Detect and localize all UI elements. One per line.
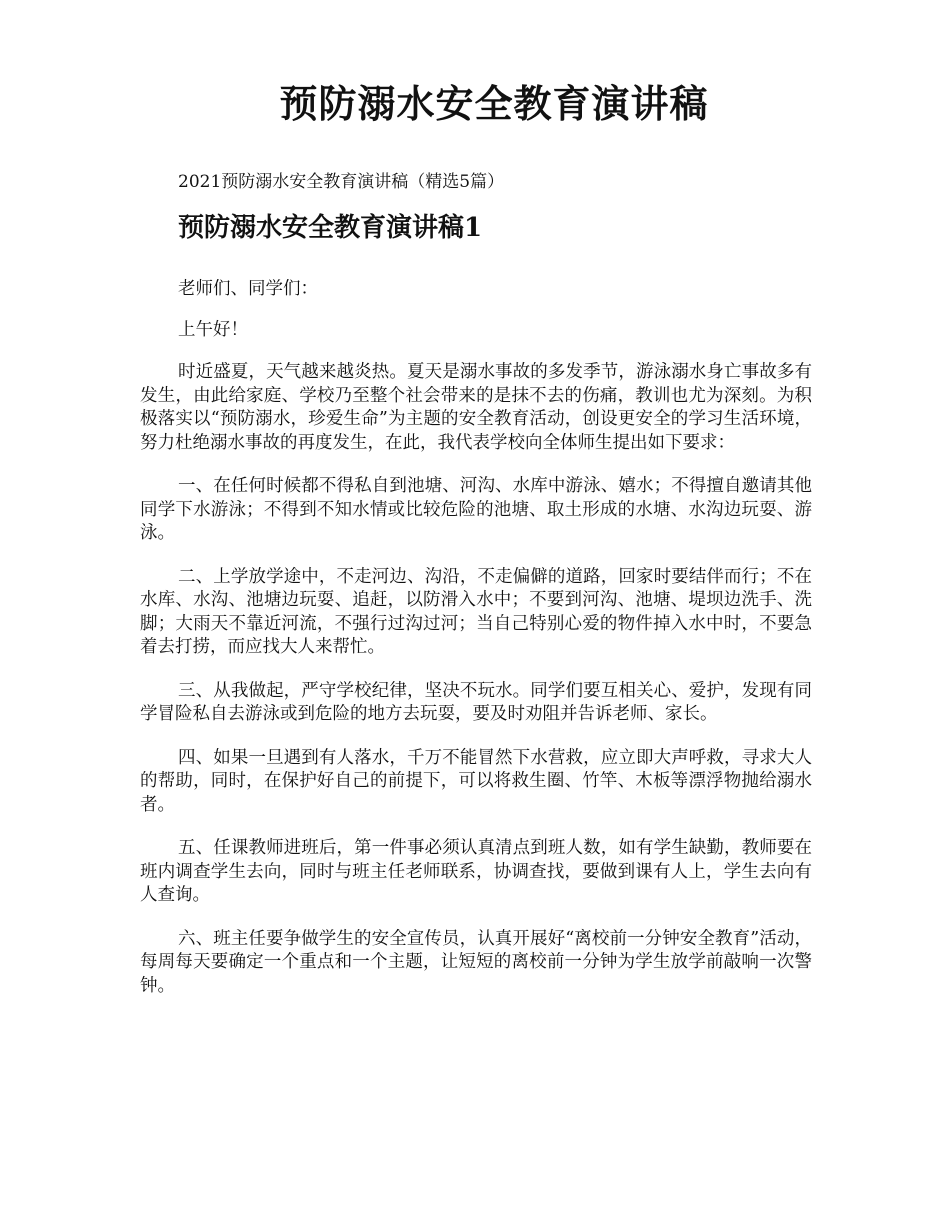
paragraph-intro: 时近盛夏，天气越来越炎热。夏天是溺水事故的多发季节，游泳溺水身亡事故多有发生，由此给家庭、学校乃至整个社会带来的是抹不去的伤痛，教训也尤为深刻。为积极落实以“预防溺水，珍爱生命”为主题的安全教育活动，创设更安全的学习生活环境，努力杜绝溺水事故的再度发生，在此，我代表学校向全体师生提出如下要求： [140, 362, 812, 453]
paragraph-rule-1: 一、在任何时候都不得私自到池塘、河沟、水库中游泳、嬉水；不得擅自邀请其他同学下水游泳；不得到不知水情或比较危险的池塘、取土形成的水塘、水沟边玩耍、游泳。 [140, 476, 812, 543]
document-body [140, 278, 812, 1018]
paragraph-rule-5: 五、任课教师进班后，第一件事必须认真清点到班人数，如有学生缺勤，教师要在班内调查学生去向，同时与班主任老师联系，协调查找，要做到课有人上，学生去向有人查询。 [140, 838, 812, 905]
document-subtitle: 2021预防溺水安全教育演讲稿（精选5篇） [178, 172, 505, 192]
paragraph-greeting: 上午好！ [178, 319, 248, 340]
paragraph-rule-4: 四、如果一旦遇到有人落水，千万不能冒然下水营救，应立即大声呼救，寻求大人的帮助，同时，在保护好自己的前提下，可以将救生圈、竹竿、木板等漂浮物抛给溺水者。 [140, 747, 812, 815]
section-heading: 预防溺水安全教育演讲稿1 [178, 213, 483, 243]
paragraph-salutation: 老师们、同学们： [178, 279, 318, 299]
paragraph-rule-6: 六、班主任要争做学生的安全宣传员，认真开展好“离校前一分钟安全教育”活动，每周每天要确定一个重点和一个主题，让短短的离校前一分钟为学生放学前敲响一次警钟。 [140, 928, 812, 996]
document-title: 预防溺水安全教育演讲稿 [279, 81, 709, 126]
paragraph-rule-3: 三、从我做起，严守学校纪律，坚决不玩水。同学们要互相关心、爱护，发现有同学冒险私自去游泳或到危险的地方去玩耍，要及时劝阻并告诉老师、家长。 [140, 680, 812, 724]
paragraph-rule-2: 二、上学放学途中，不走河边、沟沿，不走偏僻的道路，回家时要结伴而行；不在水库、水沟、池塘边玩耍、追赶，以防滑入水中；不要到河沟、池塘、堤坝边洗手、洗脚；大雨天不靠近河流，不强行过沟过河；当自己特别心爱的物件掉入水中时，不要急着去打捞，而应找大人来帮忙。 [140, 566, 812, 657]
